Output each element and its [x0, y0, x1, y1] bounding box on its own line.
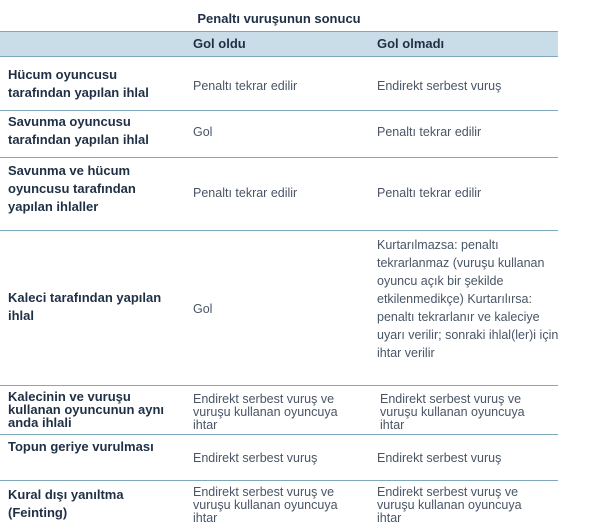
header-band: [0, 32, 558, 56]
divider: [0, 56, 558, 57]
divider: [0, 230, 558, 231]
row-label: Savunma oyuncusu tarafından yapılan ihlal: [8, 114, 149, 147]
cell-gol-oldu: Endirekt serbest vuruş ve vuruşu kullanan oyuncuya ihtar: [193, 392, 338, 432]
cell-gol-oldu: Gol: [193, 125, 213, 139]
row-label: Savunma ve hücum oyuncusu tarafından yapılan ihlaller: [8, 163, 136, 214]
row-label: Topun geriye vurulması: [8, 439, 154, 454]
row-label: Kural dışı yanıltma (Feinting): [8, 487, 124, 520]
cell-gol-olmadi: Endirekt serbest vuruş ve vuruşu kullanan oyuncuya ihtar: [377, 485, 522, 525]
divider: [0, 480, 558, 481]
cell-gol-oldu: Endirekt serbest vuruş: [193, 451, 318, 465]
cell-gol-oldu: Endirekt serbest vuruş ve vuruşu kullanan oyuncuya ihtar: [193, 485, 338, 525]
cell-gol-olmadi: Endirekt serbest vuruş ve vuruşu kullanan oyuncuya ihtar: [380, 392, 525, 432]
cell-gol-oldu: Penaltı tekrar edilir: [193, 79, 298, 93]
cell-gol-oldu: Gol: [193, 302, 213, 316]
divider: [0, 110, 558, 111]
row-label: Kalecinin ve vuruşu kullanan oyuncunun aynı anda ihlali: [8, 389, 165, 430]
header-gol-oldu: Gol oldu: [193, 36, 246, 51]
row-label: Kaleci tarafından yapılan ihlal: [8, 290, 162, 323]
header-gol-olmadi: Gol olmadı: [377, 36, 445, 51]
cell-gol-olmadi: Kurtarılmazsa: penaltı tekrarlanmaz (vuruşu kullanan oyuncu açık bir şekilde etkilenmedikçe) Kurtarılırsa: penaltı tekrarlanır ve kaleciye uyarı verilir; sonraki ihlal(ler)i için ihtar verilir: [377, 238, 559, 360]
divider: [0, 434, 558, 435]
cell-gol-olmadi: Endirekt serbest vuruş: [377, 79, 502, 93]
row-label: Hücum oyuncusu tarafından yapılan ihlal: [8, 67, 149, 100]
cell-gol-olmadi: Penaltı tekrar edilir: [377, 125, 482, 139]
cell-gol-olmadi: Endirekt serbest vuruş: [377, 451, 502, 465]
divider: [0, 157, 558, 158]
divider: [0, 385, 558, 386]
table-title: Penaltı vuruşunun sonucu: [197, 11, 361, 26]
cell-gol-oldu: Penaltı tekrar edilir: [193, 186, 298, 200]
cell-gol-olmadi: Penaltı tekrar edilir: [377, 186, 482, 200]
